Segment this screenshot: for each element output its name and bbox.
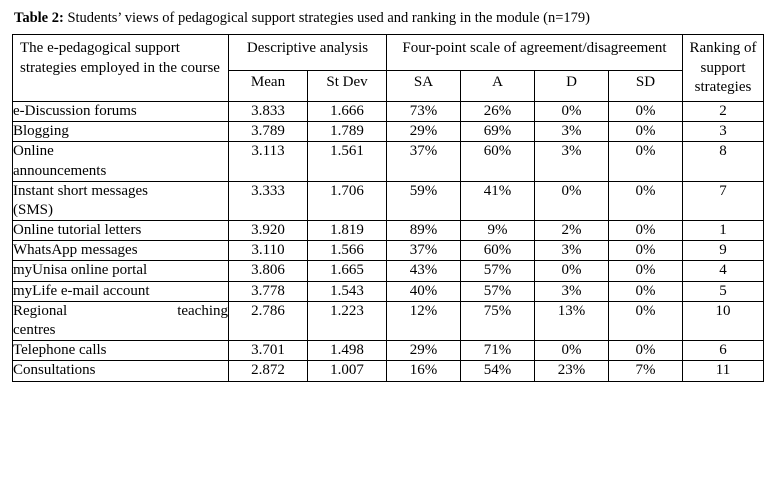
cell-sa: 59% [387, 181, 461, 220]
cell-sd: 0% [609, 101, 683, 121]
cell-stdev: 1.566 [308, 241, 387, 261]
cell-d: 3% [535, 122, 609, 142]
cell-strategy [13, 281, 229, 301]
cell-sd: 0% [609, 142, 683, 181]
cell-sa: 73% [387, 101, 461, 121]
cell-stdev: 1.561 [308, 142, 387, 181]
cell-strategy [13, 181, 229, 220]
strategy-line: myLife e-mail account [13, 282, 150, 299]
cell-strategy [13, 241, 229, 261]
cell-sd: 0% [609, 122, 683, 142]
cell-a: 60% [461, 241, 535, 261]
cell-a: 71% [461, 341, 535, 361]
cell-d: 2% [535, 221, 609, 241]
header-sa: SA [387, 71, 461, 102]
cell-rank: 5 [683, 281, 764, 301]
header-stdev: St Dev [308, 71, 387, 102]
cell-sa: 43% [387, 261, 461, 281]
header-ranking: Ranking of support strategies [683, 35, 764, 102]
cell-a: 75% [461, 301, 535, 340]
cell-strategy [13, 301, 229, 340]
strategy-line: Telephone calls [13, 342, 107, 359]
cell-stdev: 1.007 [308, 361, 387, 381]
data-table [12, 34, 764, 381]
caption-text: Students’ views of pedagogical support strategies used and ranking in the module (n=179) [63, 10, 590, 26]
cell-sd: 0% [609, 261, 683, 281]
cell-sa: 12% [387, 301, 461, 340]
table-row [13, 241, 764, 261]
cell-sd: 0% [609, 241, 683, 261]
cell-stdev: 1.819 [308, 221, 387, 241]
header-group-row [13, 35, 764, 71]
cell-a: 69% [461, 122, 535, 142]
cell-sd: 0% [609, 301, 683, 340]
table-caption [14, 10, 763, 27]
cell-strategy [13, 221, 229, 241]
cell-stdev: 1.223 [308, 301, 387, 340]
table-row [13, 122, 764, 142]
caption-label: Table 2: [14, 10, 64, 26]
cell-sa: 29% [387, 122, 461, 142]
strategy-line: myUnisa online portal [13, 262, 148, 279]
cell-strategy [13, 341, 229, 361]
table-row [13, 261, 764, 281]
cell-mean: 3.701 [229, 341, 308, 361]
cell-mean: 3.113 [229, 142, 308, 181]
cell-strategy [13, 142, 229, 181]
strategy-line: e-Discussion forums [13, 102, 137, 119]
header-sd: SD [609, 71, 683, 102]
cell-a: 60% [461, 142, 535, 181]
header-d: D [535, 71, 609, 102]
cell-sd: 0% [609, 341, 683, 361]
strategy-line: Blogging [13, 123, 69, 140]
table-row [13, 301, 764, 340]
cell-rank: 1 [683, 221, 764, 241]
cell-mean: 2.872 [229, 361, 308, 381]
header-mean: Mean [229, 71, 308, 102]
cell-strategy [13, 361, 229, 381]
table-row [13, 101, 764, 121]
table-row [13, 281, 764, 301]
cell-a: 9% [461, 221, 535, 241]
cell-a: 57% [461, 261, 535, 281]
cell-sd: 7% [609, 361, 683, 381]
cell-mean: 3.833 [229, 101, 308, 121]
cell-rank: 8 [683, 142, 764, 181]
cell-mean: 3.333 [229, 181, 308, 220]
cell-sa: 29% [387, 341, 461, 361]
strategy-line: (SMS) [13, 201, 54, 218]
cell-d: 3% [535, 241, 609, 261]
cell-rank: 7 [683, 181, 764, 220]
cell-stdev: 1.543 [308, 281, 387, 301]
cell-rank: 11 [683, 361, 764, 381]
header-descriptive-analysis: Descriptive analysis [229, 35, 387, 71]
strategy-line: Instant short messages [13, 182, 148, 199]
cell-mean: 2.786 [229, 301, 308, 340]
table-row [13, 341, 764, 361]
strategy-line: WhatsApp messages [13, 242, 138, 259]
cell-stdev: 1.498 [308, 341, 387, 361]
cell-stdev: 1.706 [308, 181, 387, 220]
cell-a: 41% [461, 181, 535, 220]
cell-mean: 3.789 [229, 122, 308, 142]
cell-a: 54% [461, 361, 535, 381]
cell-a: 26% [461, 101, 535, 121]
cell-a: 57% [461, 281, 535, 301]
cell-rank: 10 [683, 301, 764, 340]
cell-strategy [13, 101, 229, 121]
cell-d: 23% [535, 361, 609, 381]
cell-stdev: 1.789 [308, 122, 387, 142]
strategy-line: centres [13, 322, 56, 339]
strategy-word: Regional [13, 302, 68, 319]
cell-d: 3% [535, 281, 609, 301]
cell-sa: 37% [387, 142, 461, 181]
cell-sa: 89% [387, 221, 461, 241]
cell-stdev: 1.665 [308, 261, 387, 281]
cell-sa: 37% [387, 241, 461, 261]
header-a: A [461, 71, 535, 102]
header-four-point-scale: Four-point scale of agreement/disagreement [387, 35, 683, 71]
cell-sa: 16% [387, 361, 461, 381]
cell-sd: 0% [609, 281, 683, 301]
cell-sa: 40% [387, 281, 461, 301]
strategy-line: announcements [13, 162, 107, 179]
cell-d: 0% [535, 101, 609, 121]
cell-strategy [13, 122, 229, 142]
table-body [13, 101, 764, 381]
cell-sd: 0% [609, 221, 683, 241]
strategy-line: Online tutorial letters [13, 222, 142, 239]
table-row [13, 361, 764, 381]
cell-d: 3% [535, 142, 609, 181]
cell-mean: 3.778 [229, 281, 308, 301]
cell-sd: 0% [609, 181, 683, 220]
table-row [13, 181, 764, 220]
cell-mean: 3.110 [229, 241, 308, 261]
cell-rank: 9 [683, 241, 764, 261]
cell-rank: 2 [683, 101, 764, 121]
table-row [13, 221, 764, 241]
header-strategies: The e-pedagogical support strategies employed in the course [13, 35, 229, 102]
strategy-word: teaching [177, 302, 228, 319]
cell-d: 13% [535, 301, 609, 340]
cell-rank: 4 [683, 261, 764, 281]
cell-mean: 3.920 [229, 221, 308, 241]
strategy-line: Consultations [13, 362, 96, 379]
cell-mean: 3.806 [229, 261, 308, 281]
cell-d: 0% [535, 341, 609, 361]
table-head [13, 35, 764, 102]
cell-stdev: 1.666 [308, 101, 387, 121]
strategy-line: Online [13, 143, 54, 160]
cell-d: 0% [535, 261, 609, 281]
cell-rank: 6 [683, 341, 764, 361]
cell-d: 0% [535, 181, 609, 220]
cell-strategy [13, 261, 229, 281]
table-row [13, 142, 764, 181]
cell-rank: 3 [683, 122, 764, 142]
